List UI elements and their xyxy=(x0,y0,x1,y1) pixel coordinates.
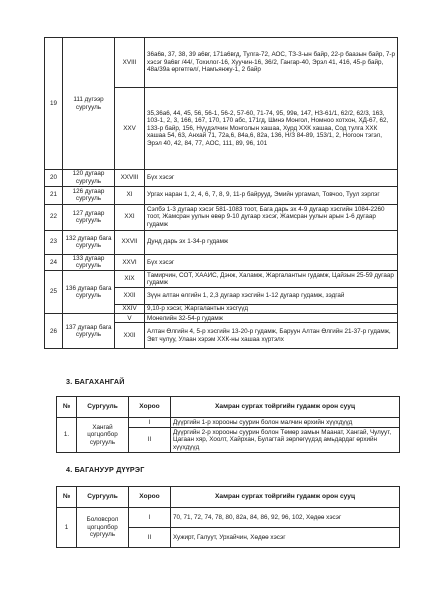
header-horoo: Хороо xyxy=(129,487,171,508)
district-schools-table-continued xyxy=(44,37,398,349)
school-name: 133 дугаар сургууль xyxy=(63,254,115,271)
district-streets: Дүүргийн 2-р хорооны суурин болон Төмөр замын Маанат, Хангай, Чулуут, Цагаан хяр, Хоолт, Хайрхан, Булагтай зөрлөгүүдэд амьдардаг өрхийн хүүхдүүд xyxy=(171,428,400,453)
horoo-number: XVIII xyxy=(115,38,145,88)
school-name: 126 дугаар сургууль xyxy=(63,186,115,204)
district-streets: Тамирчин, СОТ, ХААИС, Дэнж, Халамж, Жаргалантын гудамж, Цайзын 25-59 дугаар гудамж xyxy=(145,271,398,288)
header-district-streets: Хамран сургах тойргийн гудамж орон сууц xyxy=(171,397,400,418)
horoo-number: II xyxy=(129,428,171,453)
row-number: 1 xyxy=(57,508,77,548)
district-streets: Хужирт, Галуут, Урхайчин, Хөдөө хэсэг xyxy=(171,528,400,548)
section-title-bagakhangai: 3. БАГАХАНГАЙ xyxy=(66,377,125,386)
horoo-number: XXV xyxy=(115,88,145,170)
table-row xyxy=(57,418,400,428)
row-number: 21 xyxy=(45,186,63,204)
horoo-number: XXII xyxy=(115,323,145,349)
row-number: 22 xyxy=(45,204,63,230)
baganuur-schools-table xyxy=(56,486,400,548)
row-number: 25 xyxy=(45,271,63,314)
section-title-baganuur: 4. БАГАНУУР ДҮҮРЭГ xyxy=(66,465,145,474)
district-streets: Бүх хэсэг xyxy=(145,170,398,187)
table-row xyxy=(45,38,398,88)
district-streets: 70, 71, 72, 74, 78, 80, 82а, 84, 86, 92, 96, 102, Хөдөө хэсэг xyxy=(171,508,400,528)
school-name: Хангай цогцолбор сургууль xyxy=(77,418,129,453)
header-number: № xyxy=(57,397,77,418)
horoo-number: XXIV xyxy=(115,305,145,314)
table-row xyxy=(45,186,398,204)
table-header-row xyxy=(57,487,400,508)
header-district-streets: Хамран сургах тойргийн гудамж орон сууц xyxy=(171,487,400,508)
table-row xyxy=(45,204,398,230)
horoo-number: XI xyxy=(115,186,145,204)
district-streets: Бүх хэсэг xyxy=(145,254,398,271)
row-number: 20 xyxy=(45,170,63,187)
table-row xyxy=(45,170,398,187)
horoo-number: V xyxy=(115,314,145,323)
school-name: 132 дугаар бага сургууль xyxy=(63,230,115,254)
header-horoo: Хороо xyxy=(129,397,171,418)
row-number: 24 xyxy=(45,254,63,271)
header-school: Сургууль xyxy=(77,487,129,508)
district-streets: Дунд дарь эх 1-34-р гудамж xyxy=(145,230,398,254)
horoo-number: II xyxy=(129,528,171,548)
district-streets: Сэлбэ 1-3 дугаар хэсэг 581-1083 тоот, Бага дарь эх 4-9 дугаар хэсгийн 1084-2260 тоот, Жамсран уулын өвөр 9-10 дугаар хэсэг, Жамсран уулын арын 1-6 дугаар гудамж xyxy=(145,204,398,230)
table-row xyxy=(45,230,398,254)
horoo-number: XXII xyxy=(115,288,145,305)
district-streets: 35,36а6, 44, 45, 56, 56-1, 56-2, 57-60, 71-74, 95, 99в, 147, НЗ-61/1, 62/2, 62/3, 163, 103-1, 2, 3, 166, 167, 170, 170 абс, 171гд, Шинэ Монгол, Номноо хотхон, ХД-67, 62, 133-р байр, 156, Нүүдэлчин Монголын хашаа, Хурд ХХК хашаа, Сод тулга ХХК хашаа 54, 63, Анхай 71, 72а,6, 84а,6, 82а, 136, Н/З 84-89, 153/1, 2, Ногоон тэгэл, Эрэл 40, 42, 84, 77, АОС, 111, 89, 96, 101 xyxy=(145,88,398,170)
row-number: 23 xyxy=(45,230,63,254)
table-row xyxy=(45,271,398,288)
district-streets: Монелийн 32-54-р гудамж xyxy=(145,314,398,323)
horoo-number: XIX xyxy=(115,271,145,288)
district-streets: Ургах наран 1, 2, 4, 6, 7, 8, 9, 11-р байрууд, Эмийн ургамал, Товчоо, Туул зэрлэг xyxy=(145,186,398,204)
horoo-number: I xyxy=(129,508,171,528)
school-name: 127 дугаар сургууль xyxy=(63,204,115,230)
header-school: Сургууль xyxy=(77,397,129,418)
district-streets: Зүүн алтан өлгийн 1, 2,3 дугаар хэсгийн 1-12 дугаар гудамж, зэдгай xyxy=(145,288,398,305)
row-number: 19 xyxy=(45,38,63,170)
school-name: Боловсрол цогцолбор сургууль xyxy=(77,508,129,548)
table-header-row xyxy=(57,397,400,418)
horoo-number: XXVII xyxy=(115,230,145,254)
table-row xyxy=(45,254,398,271)
school-name: 136 дугаар бага сургууль xyxy=(63,271,115,314)
district-streets: 9,10-р хэсэг, Жаргалантын хэсгүүд xyxy=(145,305,398,314)
bagakhangai-schools-table xyxy=(56,396,400,453)
school-name: 120 дугаар сургууль xyxy=(63,170,115,187)
district-streets: 36а6в, 37, 38, 39 а6вг, 171а6вгд, Тулга-72, АОС, ТЗ-3-ын байр, 22-р баазын байр, 7-р хэсэг 9а6вг /44/, Тохилог-16, Хуучин-16, 36/2, Гангар-40, Эрэл 41, 416, 45-р байр, 48а/39а өргөтгөл/, Намъянжу-1, 2 байр xyxy=(145,38,398,88)
row-number: 1. xyxy=(57,418,77,453)
horoo-number: XXI xyxy=(115,204,145,230)
district-streets: Алтан Өлгийн 4, 5-р хэсгийн 13-20-р гудамж, Баруун Алтан Өлгийн 21-37-р гудамж, Эвт чулуу, Улаан хэрэм ХХК-ны хашаа хүртэлх xyxy=(145,323,398,349)
table-row xyxy=(57,508,400,528)
school-name: 111 дүгээр сургууль xyxy=(63,38,115,170)
district-streets: Дүүргийн 1-р хорооны суурин болон малчин өрхийн хүүхдүүд xyxy=(171,418,400,428)
horoo-number: XXVI xyxy=(115,254,145,271)
row-number: 26 xyxy=(45,314,63,349)
horoo-number: I xyxy=(129,418,171,428)
horoo-number: XXVIII xyxy=(115,170,145,187)
table-row xyxy=(45,314,398,323)
school-name: 137 дугаар бага сургууль xyxy=(63,314,115,349)
header-number: № xyxy=(57,487,77,508)
